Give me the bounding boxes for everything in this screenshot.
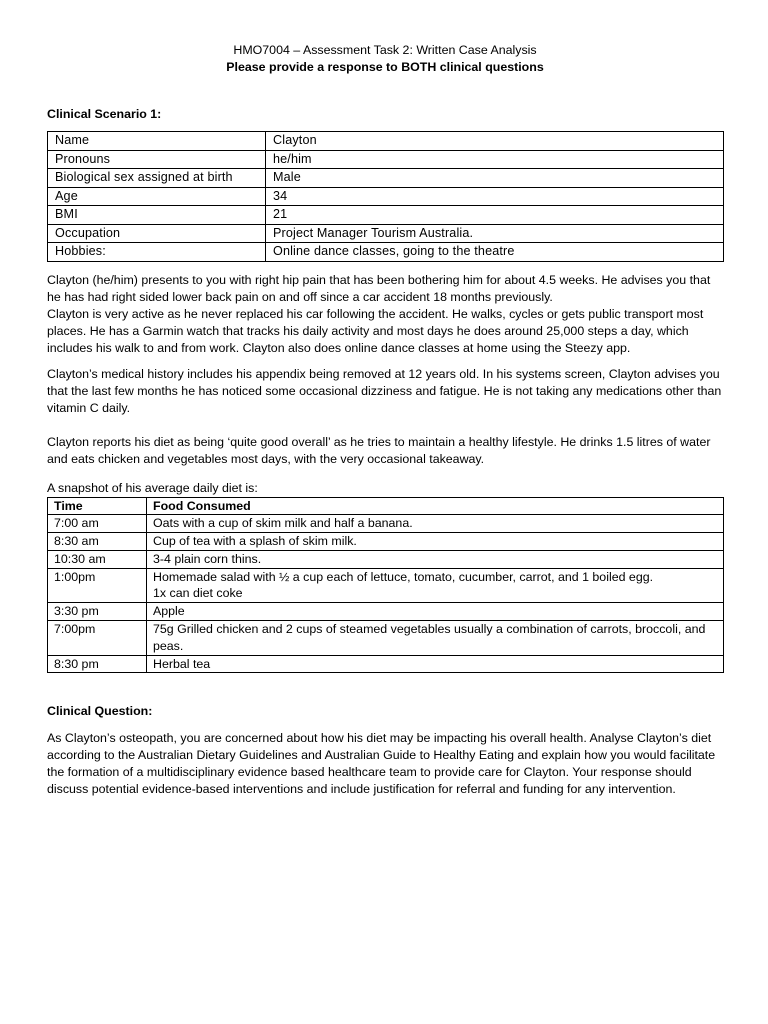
document-subtitle: Please provide a response to BOTH clinical questions xyxy=(226,60,544,74)
clinical-question-body: As Clayton’s osteopath, you are concerned about how his diet may be impacting his overall health. Analyse Clayton’s diet according to the Australian Dietary Guidelines and Australian Guide to Healthy Eating and explain how you would facilitate the formation of a multidisciplinary evidence based healthcare team to provide care for Clayton. Your response should discuss potential evidence-based interventions and include justification for referral and funding for any intervention. xyxy=(47,731,716,797)
profile-label: Name xyxy=(48,132,266,151)
diet-food: Homemade salad with ½ a cup each of lettuce, tomato, cucumber, carrot, and 1 boiled egg. 1x can diet coke xyxy=(147,568,724,603)
scenario-paragraph-diet: Clayton reports his diet as being ‘quite good overall’ as he tries to maintain a healthy lifestyle. He drinks 1.5 litres of water and eats chicken and vegetables most days, with the very occasional takeaway. xyxy=(47,434,711,466)
table-row xyxy=(48,187,724,206)
diet-table xyxy=(47,497,724,674)
profile-value: 21 xyxy=(266,206,724,225)
scenario-paragraph-activity: Clayton is very active as he never replaced his car following the accident. He walks, cycles or gets public transport most places. He has a Garmin watch that tracks his daily activity and most days he does around 25,000 steps a day, which includes his walk to and from work. Clayton also does online dance classes at home using the Steezy app. xyxy=(47,306,704,355)
table-row xyxy=(48,150,724,169)
diet-food: Apple xyxy=(147,603,724,621)
profile-label: Age xyxy=(48,187,266,206)
clinical-question-heading: Clinical Question: xyxy=(47,704,153,719)
profile-value: Project Manager Tourism Australia. xyxy=(266,224,724,243)
document-page xyxy=(47,42,723,798)
table-row xyxy=(48,132,724,151)
profile-value: Online dance classes, going to the theatre xyxy=(266,243,724,262)
scenario-paragraph-presentation: Clayton (he/him) presents to you with right hip pain that has been bothering him for about 4.5 weeks. He advises you that he has had right sided lower back pain on and off since a car accident 18 months previously. xyxy=(47,272,711,304)
diet-time: 7:00 am xyxy=(48,515,147,533)
diet-snapshot-intro: A snapshot of his average daily diet is: xyxy=(47,480,258,495)
table-row xyxy=(48,550,724,568)
table-row xyxy=(48,243,724,262)
diet-time: 3:30 pm xyxy=(48,603,147,621)
patient-profile-table xyxy=(47,131,724,262)
profile-label: Occupation xyxy=(48,224,266,243)
diet-food: 75g Grilled chicken and 2 cups of steamed vegetables usually a combination of carrots, broccoli, and peas. xyxy=(147,621,724,656)
profile-value: Clayton xyxy=(266,132,724,151)
profile-label: Pronouns xyxy=(48,150,266,169)
profile-label: BMI xyxy=(48,206,266,225)
diet-header-time: Time xyxy=(48,497,147,515)
table-row xyxy=(48,655,724,673)
profile-value: Male xyxy=(266,169,724,188)
table-row xyxy=(48,533,724,551)
profile-label: Biological sex assigned at birth xyxy=(48,169,266,188)
profile-label: Hobbies: xyxy=(48,243,266,262)
table-row xyxy=(48,169,724,188)
table-header-row xyxy=(48,497,724,515)
table-row xyxy=(48,224,724,243)
diet-food: 3-4 plain corn thins. xyxy=(147,550,724,568)
diet-food: Oats with a cup of skim milk and half a banana. xyxy=(147,515,724,533)
diet-time: 8:30 pm xyxy=(48,655,147,673)
diet-time: 8:30 am xyxy=(48,533,147,551)
table-row xyxy=(48,206,724,225)
scenario-heading: Clinical Scenario 1: xyxy=(47,107,162,121)
diet-time: 7:00pm xyxy=(48,621,147,656)
diet-time: 10:30 am xyxy=(48,550,147,568)
diet-food: Herbal tea xyxy=(147,655,724,673)
table-row xyxy=(48,568,724,603)
table-row xyxy=(48,603,724,621)
diet-header-food: Food Consumed xyxy=(147,497,724,515)
scenario-paragraph-history: Clayton’s medical history includes his appendix being removed at 12 years old. In his systems screen, Clayton advises you that the last few months he has noticed some occasional dizziness and fatigue. He is not taking any medications other than vitamin C daily. xyxy=(47,366,722,415)
table-row xyxy=(48,515,724,533)
diet-food: Cup of tea with a splash of skim milk. xyxy=(147,533,724,551)
diet-time: 1:00pm xyxy=(48,568,147,603)
document-title: HMO7004 – Assessment Task 2: Written Case Analysis xyxy=(233,43,537,57)
table-row xyxy=(48,621,724,656)
profile-value: 34 xyxy=(266,187,724,206)
profile-value: he/him xyxy=(266,150,724,169)
